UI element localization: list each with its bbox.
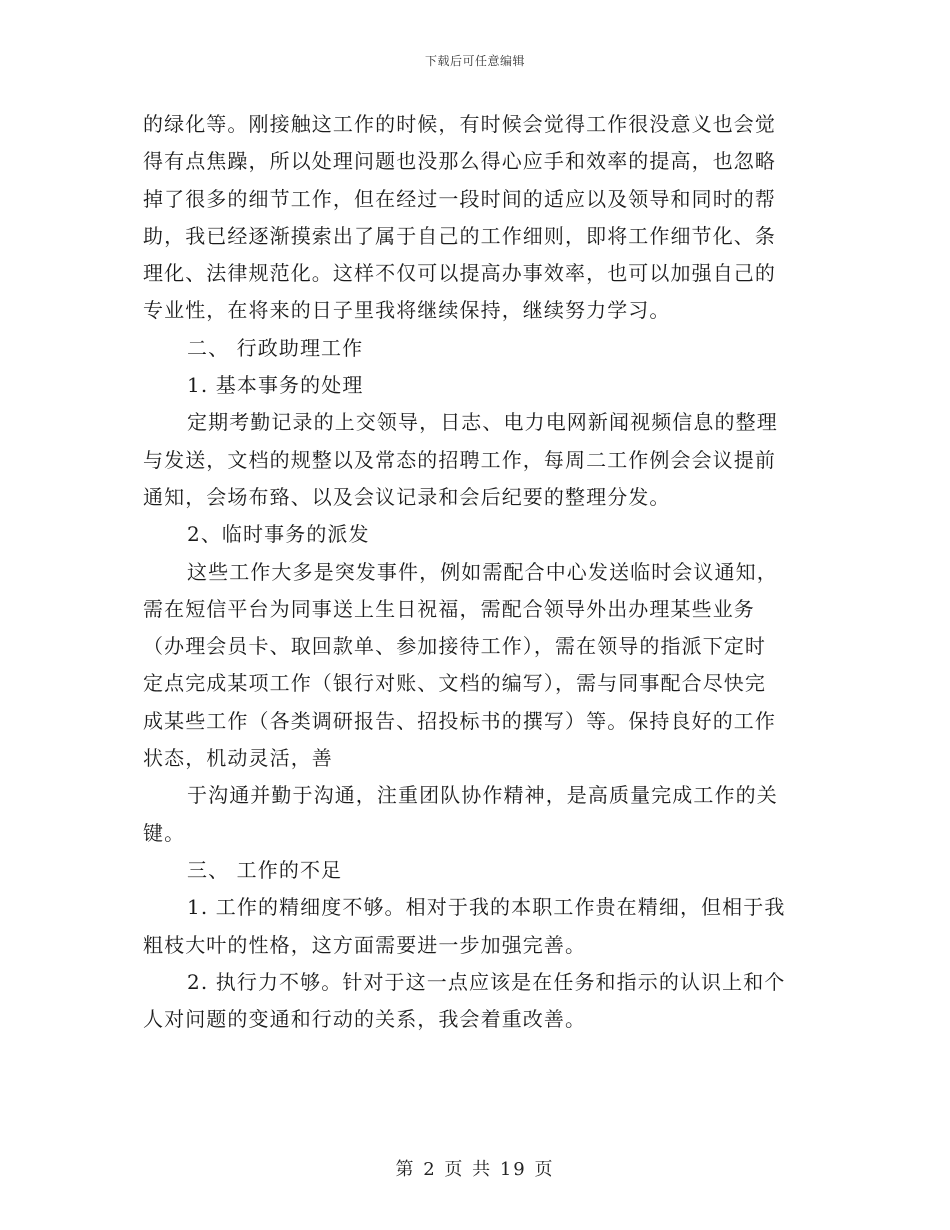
text-line: 与发送，文档的规整以及常态的招聘工作，每周二工作例会会议提前 <box>143 447 776 472</box>
text-line: （办理会员卡、取回款单、参加接待工作），需在领导的指派下定时 <box>143 634 766 659</box>
document-body <box>143 106 809 1038</box>
text-line: 掉了很多的细节工作，但在经过一段时间的适应以及领导和同时的帮 <box>143 186 776 211</box>
text-line: 需在短信平台为同事送上生日祝福，需配合领导外出办理某些业务 <box>143 596 755 621</box>
text-line: 键。 <box>143 820 186 845</box>
text-line: 助，我已经逐渐摸索出了属于自己的工作细则，即将工作细节化、条 <box>143 223 776 248</box>
text-line: 粗枝大叶的性格，这方面需要进一步加强完善。 <box>143 932 587 957</box>
page-header: 下载后可任意编辑 <box>424 54 525 68</box>
text-line: 于沟通并勤于沟通，注重团队协作精神，是高质量完成工作的关 <box>187 783 778 808</box>
text-line: 状态，机动灵活，善 <box>143 746 333 771</box>
text-line: 定期考勤记录的上交领导，日志、电力电网新闻视频信息的整理 <box>187 410 778 435</box>
text-line: 定点完成某项工作（银行对账、文档的编写），需与同事配合尽快完 <box>143 671 766 696</box>
text-line: 专业性，在将来的日子里我将继续保持，继续努力学习。 <box>143 298 671 323</box>
text-line: 得有点焦躁，所以处理问题也没那么得心应手和效率的提高，也忽略 <box>143 149 776 174</box>
text-line: 人对问题的变通和行动的关系，我会着重改善。 <box>143 1007 587 1032</box>
text-line: 2. 执行力不够。针对于这一点应该是在任务和指示的认识上和个 <box>187 969 786 994</box>
text-line: 二、 行政助理工作 <box>187 335 364 360</box>
page-number-footer: 第 2 页 共 19 页 <box>395 1159 555 1180</box>
text-line: 这些工作大多是突发事件，例如需配合中心发送临时会议通知， <box>187 559 778 584</box>
text-line: 1. 工作的精细度不够。相对于我的本职工作贵在精细，但相于我 <box>187 895 786 920</box>
text-line: 的绿化等。刚接触这工作的时候，有时候会觉得工作很没意义也会觉 <box>143 112 776 136</box>
text-line: 成某些工作（各类调研报告、招投标书的撰写）等。保持良好的工作 <box>143 708 776 733</box>
text-line: 1. 基本事务的处理 <box>187 373 364 398</box>
text-line: 三、 工作的不足 <box>187 857 343 882</box>
text-line: 2、临时事务的派发 <box>187 522 370 547</box>
text-line: 通知，会场布臵、以及会议记录和会后纪要的整理分发。 <box>143 484 671 509</box>
text-line: 理化、法律规范化。这样不仅可以提高办事效率，也可以加强自己的 <box>143 261 776 286</box>
